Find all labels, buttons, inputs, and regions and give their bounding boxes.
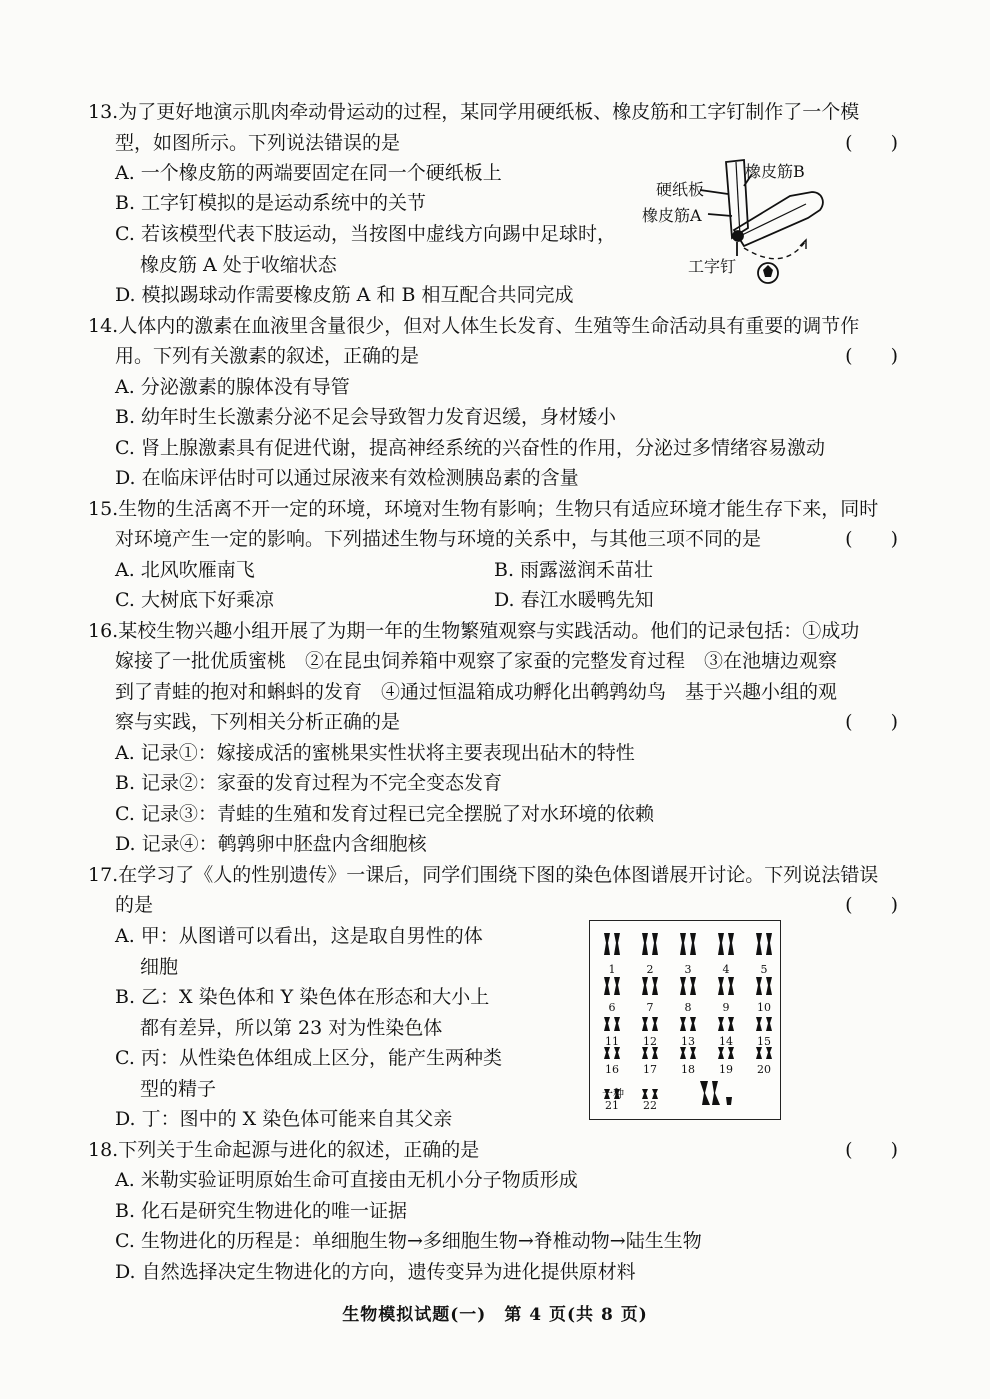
q14-line-1: 14.人体内的激素在血液里含量很少，但对人体生长发育、生殖等生命活动具有重要的调节作	[88, 315, 860, 337]
chromosome-number: 6	[608, 1001, 616, 1014]
chromosome	[652, 1017, 658, 1031]
q18-option-a: A. 米勒实验证明原始生命可直接由无机小分子物质形成	[115, 1169, 578, 1191]
answer-bracket: ( )	[845, 528, 898, 550]
q17-option-b-cont: 都有差异，所以第 23 对为性染色体	[140, 1017, 443, 1039]
chromosome	[756, 933, 762, 955]
q17-option-d: D. 丁：图中的 X 染色体可能来自其父亲	[115, 1108, 453, 1130]
chromosome-number: 18	[681, 1063, 695, 1076]
karyotype-figure	[589, 920, 781, 1120]
chromosome-number: 3	[684, 963, 692, 976]
label-cardboard: 硬纸板	[656, 180, 705, 199]
q14-option-b: B. 幼年时生长激素分泌不足会导致智力发育迟缓，身材矮小	[115, 406, 617, 428]
q13-option-c: C. 若该模型代表下肢运动，当按图中虚线方向踢中足球时，	[115, 223, 616, 245]
q15-option-b: B. 雨露滋润禾苗壮	[494, 559, 654, 581]
chromosome-number: 17	[643, 1063, 657, 1076]
q18-option-b: B. 化石是研究生物进化的唯一证据	[115, 1200, 408, 1222]
chromosome	[614, 933, 620, 955]
q15-line-2: 对环境产生一定的影响。下列描述生物与环境的关系中，与其他三项不同的是	[115, 528, 762, 550]
chromosome	[642, 933, 648, 955]
chromosome	[766, 1047, 772, 1059]
q18-line-1: 18.下列关于生命起源与进化的叙述，正确的是	[88, 1139, 480, 1161]
chromosome	[690, 1047, 696, 1059]
chromosome	[680, 1047, 686, 1059]
label-rubber-band-a: 橡皮筋A	[642, 206, 702, 225]
q14-option-d: D. 在临床评估时可以通过尿液来有效检测胰岛素的含量	[115, 467, 579, 489]
q16-line-1: 16.某校生物兴趣小组开展了为期一年的生物繁殖观察与实践活动。他们的记录包括：①成功	[88, 620, 860, 642]
chromosome-number: 19	[719, 1063, 733, 1076]
chromosome-number: 5	[760, 963, 768, 976]
chromosome-number: 11	[605, 1035, 619, 1048]
q13-line-1: 13.为了更好地演示肌肉牵动骨运动的过程，某同学用硬纸板、橡皮筋和工字钉制作了一个模	[88, 101, 860, 123]
chromosome	[690, 1017, 696, 1031]
q17-option-a: A. 甲：从图谱可以看出，这是取自男性的体	[115, 925, 483, 947]
q15-line-1: 15.生物的生活离不开一定的环境，环境对生物有影响；生物只有适应环境才能生存下来，同时	[88, 498, 879, 520]
chromosome	[756, 1047, 762, 1059]
chromosome	[728, 1017, 734, 1031]
q16-option-b: B. 记录②：家蚕的发育过程为不完全变态发育	[115, 772, 503, 794]
chromosome-number: 22	[643, 1099, 657, 1112]
chromosome	[728, 1047, 734, 1059]
q13-option-d: D. 模拟踢球动作需要橡皮筋 A 和 B 相互配合共同完成	[115, 284, 574, 306]
q17-line-2: 的是	[115, 894, 154, 916]
chromosome	[604, 1047, 610, 1059]
q15-option-c: C. 大树底下好乘凉	[115, 589, 274, 611]
answer-bracket: ( )	[845, 711, 898, 733]
q13-line-2: 型，如图所示。下列说法错误的是	[115, 132, 401, 154]
chromosome	[728, 977, 734, 995]
q17-option-a-cont: 细胞	[140, 956, 179, 978]
chromosome	[728, 933, 734, 955]
chromosome	[718, 933, 724, 955]
chromosome	[604, 977, 610, 995]
chromosome	[756, 977, 762, 995]
chromosome-number: 14	[719, 1035, 733, 1048]
chromosome-number: 20	[757, 1063, 771, 1076]
chromosome	[652, 977, 658, 995]
chromosome-number: 8	[684, 1001, 692, 1014]
chromosome	[642, 1089, 648, 1099]
chromosome	[652, 1089, 658, 1099]
chromosome-number: 21	[605, 1099, 619, 1112]
x-chromosome	[700, 1081, 720, 1105]
chromosome-number: 15	[757, 1035, 771, 1048]
q15-option-d: D. 春江水暖鸭先知	[494, 589, 654, 611]
label-rubber-band-b: 橡皮筋B	[745, 162, 805, 181]
chromosome	[642, 1047, 648, 1059]
chromosome-number: 2	[646, 963, 654, 976]
q14-option-a: A. 分泌激素的腺体没有导管	[115, 376, 350, 398]
q16-line-4: 察与实践，下列相关分析正确的是	[115, 711, 401, 733]
y-chromosome	[726, 1097, 732, 1105]
chromosome	[604, 933, 610, 955]
q17-line-1: 17.在学习了《人的性别遗传》一课后，同学们围绕下图的染色体图谱展开讨论。下列说法错误	[88, 864, 879, 886]
q14-line-2: 用。下列有关激素的叙述，正确的是	[115, 345, 420, 367]
chromosome	[614, 977, 620, 995]
page-footer: 生物模拟试题(一) 第 4 页(共 8 页)	[342, 1305, 648, 1325]
chromosome	[756, 1017, 762, 1031]
chromosome	[680, 1017, 686, 1031]
answer-bracket: ( )	[845, 345, 898, 367]
chromosome	[642, 1017, 648, 1031]
q13-option-a: A. 一个橡皮筋的两端要固定在同一个硬纸板上	[115, 162, 502, 184]
q17-option-c-cont: 型的精子	[140, 1078, 217, 1100]
q18-option-d: D. 自然选择决定生物进化的方向，遗传变异为进化提供原材料	[115, 1261, 636, 1283]
q16-option-d: D. 记录④：鹌鹑卵中胚盘内含细胞核	[115, 833, 427, 855]
answer-bracket: ( )	[845, 132, 898, 154]
chromosome-number: 7	[646, 1001, 654, 1014]
chromosome	[766, 933, 772, 955]
q17-option-b: B. 乙：X 染色体和 Y 染色体在形态和大小上	[115, 986, 490, 1008]
chromosome	[652, 1047, 658, 1059]
chromosome	[718, 1017, 724, 1031]
chromosome-number: 16	[605, 1063, 619, 1076]
q15-option-a: A. 北风吹雁南飞	[115, 559, 255, 581]
q16-option-a: A. 记录①：嫁接成活的蜜桃果实性状将主要表现出砧木的特性	[115, 742, 635, 764]
chromosome	[604, 1017, 610, 1031]
chromosome	[614, 1047, 620, 1059]
chromosome	[614, 1017, 620, 1031]
q16-line-3: 到了青蛙的抱对和蝌蚪的发育 ④通过恒温箱成功孵化出鹌鹑幼鸟 基于兴趣小组的观	[115, 681, 838, 703]
q18-option-c: C. 生物进化的历程是：单细胞生物→多细胞生物→脊椎动物→陆生生物	[115, 1230, 702, 1252]
q16-line-2: 嫁接了一批优质蜜桃 ②在昆虫饲养箱中观察了家蚕的完整发育过程 ③在池塘边观察	[115, 650, 838, 672]
chromosome-number: 1	[608, 963, 616, 976]
q13-option-c-cont: 橡皮筋 A 处于收缩状态	[140, 254, 337, 276]
chromosome	[718, 977, 724, 995]
chromosome	[766, 977, 772, 995]
chromosome	[690, 977, 696, 995]
chromosome-number: 4	[722, 963, 730, 976]
chromosome-number: 9	[722, 1001, 730, 1014]
chromosome	[680, 933, 686, 955]
chromosome-number: 12	[643, 1035, 657, 1048]
chromosome	[642, 977, 648, 995]
chromosome-number: 10	[757, 1001, 771, 1014]
q13-option-b: B. 工字钉模拟的是运动系统中的关节	[115, 192, 427, 214]
chromosome	[652, 933, 658, 955]
chromosome-number: 13	[681, 1035, 695, 1048]
chromosome	[680, 977, 686, 995]
answer-bracket: ( )	[845, 1139, 898, 1161]
karyotype-extra-label: 一种	[602, 1087, 624, 1100]
chromosome	[690, 933, 696, 955]
chromosome	[718, 1047, 724, 1059]
q17-option-c: C. 丙：从性染色体组成上区分，能产生两种类	[115, 1047, 502, 1069]
q16-option-c: C. 记录③：青蛙的生殖和发育过程已完全摆脱了对水环境的依赖	[115, 803, 654, 825]
q14-option-c: C. 肾上腺激素具有促进代谢，提高神经系统的兴奋性的作用，分泌过多情绪容易激动	[115, 437, 825, 459]
chromosome	[766, 1017, 772, 1031]
label-pin: 工字钉	[688, 257, 737, 276]
answer-bracket: ( )	[845, 894, 898, 916]
